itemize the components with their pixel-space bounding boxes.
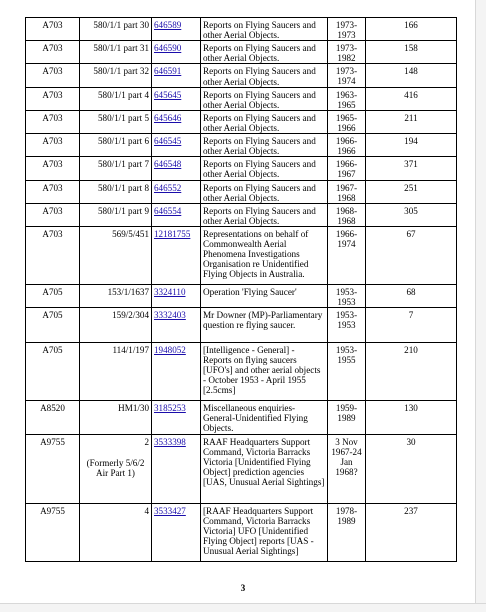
barcode-cell — [152, 87, 201, 110]
control-symbol-cell — [80, 284, 152, 307]
control-symbol: 4 — [144, 505, 149, 516]
series-cell: A703 — [26, 157, 80, 180]
series-cell: A705 — [26, 342, 80, 400]
control-symbol-cell — [80, 342, 152, 400]
page-count-cell: 416 — [366, 87, 457, 110]
series-cell: A703 — [26, 87, 80, 110]
barcode-link[interactable]: 646548 — [154, 159, 182, 170]
date-range-cell: 1968-1968 — [328, 203, 366, 226]
date-range-cell: 1967-1968 — [328, 180, 366, 203]
control-symbol-cell — [80, 134, 152, 157]
barcode-link[interactable]: 646590 — [154, 43, 182, 54]
date-range-cell: 1953-1953 — [328, 284, 366, 307]
barcode-cell — [152, 503, 201, 561]
table-row — [26, 157, 457, 180]
series-cell: A703 — [26, 41, 80, 64]
control-symbol: 569/5/451 — [112, 228, 149, 239]
title-cell: Miscellaneous enquiries-General-Unidentified Flying Objects. — [201, 400, 328, 434]
control-symbol-cell — [80, 110, 152, 133]
records-table-body — [26, 18, 457, 562]
barcode-cell — [152, 284, 201, 307]
barcode-link[interactable]: 646552 — [154, 182, 182, 193]
barcode-cell — [152, 18, 201, 41]
control-symbol: 580/1/1 part 8 — [97, 182, 149, 193]
control-symbol-cell — [80, 87, 152, 110]
title-cell: Operation 'Flying Saucer' — [201, 284, 328, 307]
control-symbol: 114/1/197 — [112, 344, 149, 355]
title-cell: Reports on Flying Saucers and other Aerial Objects. — [201, 18, 328, 41]
control-symbol: 580/1/1 part 7 — [97, 159, 149, 170]
page-count-cell: 148 — [366, 64, 457, 87]
barcode-link[interactable]: 645646 — [154, 112, 182, 123]
control-symbol: 159/2/304 — [112, 309, 149, 320]
date-range-cell: 1953-1955 — [328, 342, 366, 400]
page-count-cell: 130 — [366, 400, 457, 434]
barcode-cell — [152, 110, 201, 133]
page-number: 3 — [240, 583, 246, 593]
barcode-link[interactable]: 12181755 — [154, 228, 191, 239]
control-symbol-cell — [80, 157, 152, 180]
control-symbol: 580/1/1 part 32 — [93, 66, 149, 77]
table-row — [26, 180, 457, 203]
title-cell: Representations on behalf of Commonwealth Aerial Phenomena Investigations Organisation re Unidentified Flying Objects in Australia. — [201, 226, 328, 284]
series-cell: A703 — [26, 226, 80, 284]
control-symbol: 580/1/1 part 9 — [97, 205, 149, 216]
barcode-link[interactable]: 646554 — [154, 205, 182, 216]
date-range-cell: 1966-1974 — [328, 226, 366, 284]
title-cell: Reports on Flying Saucers and other Aerial Objects. — [201, 41, 328, 64]
page-count-cell: 67 — [366, 226, 457, 284]
series-cell: A703 — [26, 134, 80, 157]
page-count-cell: 158 — [366, 41, 457, 64]
date-range-cell: 3 Nov 1967-24 Jan 1968? — [328, 434, 366, 503]
control-symbol-cell — [80, 400, 152, 434]
barcode-cell — [152, 400, 201, 434]
series-cell: A703 — [26, 110, 80, 133]
series-cell: A9755 — [26, 503, 80, 561]
date-range-cell: 1963-1965 — [328, 87, 366, 110]
control-symbol: 580/1/1 part 4 — [97, 89, 149, 100]
title-cell: Reports on Flying Saucers and other Aerial Objects. — [201, 134, 328, 157]
table-row — [26, 342, 457, 400]
page-count-cell: 68 — [366, 284, 457, 307]
page-count-cell: 7 — [366, 307, 457, 342]
table-row — [26, 64, 457, 87]
control-symbol: 580/1/1 part 30 — [93, 20, 149, 30]
page-count-cell: 251 — [366, 180, 457, 203]
title-cell: Mr Downer (MP)-Parliamentary question re flying saucer. — [201, 307, 328, 342]
date-range-cell: 1973-1982 — [328, 41, 366, 64]
records-table — [25, 17, 457, 562]
control-symbol: 153/1/1637 — [107, 286, 149, 297]
table-row — [26, 87, 457, 110]
table-row — [26, 400, 457, 434]
control-symbol-cell — [80, 64, 152, 87]
date-range-cell: 1973-1974 — [328, 64, 366, 87]
title-cell: Reports on Flying Saucers and other Aerial Objects. — [201, 64, 328, 87]
barcode-link[interactable]: 646589 — [154, 20, 182, 30]
series-cell: A705 — [26, 307, 80, 342]
barcode-cell — [152, 342, 201, 400]
barcode-cell — [152, 180, 201, 203]
series-cell: A703 — [26, 180, 80, 203]
barcode-link[interactable]: 3332403 — [154, 309, 186, 320]
table-row — [26, 18, 457, 41]
title-cell: [Intelligence - General] - Reports on flying saucers [UFO's] and other aerial objects - October 1953 - April 1955 [2.5cms] — [201, 342, 328, 400]
barcode-cell — [152, 434, 201, 503]
page-count-cell: 237 — [366, 503, 457, 561]
series-cell: A703 — [26, 203, 80, 226]
barcode-cell — [152, 157, 201, 180]
control-symbol-cell — [80, 503, 152, 561]
table-row — [26, 503, 457, 561]
title-cell: Reports on Flying Saucers and other Aerial Objects. — [201, 110, 328, 133]
barcode-link[interactable]: 3533427 — [154, 505, 186, 516]
barcode-cell — [152, 134, 201, 157]
title-cell: Reports on Flying Saucers and other Aerial Objects. — [201, 87, 328, 110]
date-range-cell: 1965-1966 — [328, 110, 366, 133]
control-symbol-note: (Formerly 5/6/2 Air Part 1) — [86, 457, 145, 478]
title-cell: [RAAF Headquarters Support Command, Victoria Barracks Victoria] UFO [Unidentified Flying Object] reports [UAS - Unusual Aerial Sightings] — [201, 503, 328, 561]
page-count-cell: 30 — [366, 434, 457, 503]
control-symbol: 580/1/1 part 5 — [97, 112, 149, 123]
table-row — [26, 307, 457, 342]
control-symbol: HM1/30 — [118, 402, 149, 413]
control-symbol-cell — [80, 434, 152, 503]
date-range-cell: 1973-1973 — [328, 18, 366, 41]
barcode-cell — [152, 41, 201, 64]
table-row — [26, 203, 457, 226]
page-count-cell: 210 — [366, 342, 457, 400]
series-cell: A703 — [26, 18, 80, 41]
barcode-cell — [152, 203, 201, 226]
barcode-link[interactable]: 3324110 — [154, 286, 186, 297]
control-symbol-cell — [80, 307, 152, 342]
page-count-cell: 166 — [366, 18, 457, 41]
title-cell: RAAF Headquarters Support Command, Victoria Barracks Victoria [Unidentified Flying Object] prediction agencies [UAS, Unusual Aerial Sightings] — [201, 434, 328, 503]
page-edge-right — [475, 0, 486, 612]
barcode-link[interactable]: 646591 — [154, 66, 182, 77]
page-count-cell: 194 — [366, 134, 457, 157]
control-symbol: 580/1/1 part 31 — [93, 43, 149, 54]
date-range-cell: 1953-1953 — [328, 307, 366, 342]
page-count-cell: 305 — [366, 203, 457, 226]
table-row — [26, 134, 457, 157]
date-range-cell: 1966-1966 — [328, 134, 366, 157]
date-range-cell: 1978-1989 — [328, 503, 366, 561]
series-cell: A8520 — [26, 400, 80, 434]
barcode-cell — [152, 226, 201, 284]
control-symbol-cell — [80, 226, 152, 284]
title-cell: Reports on Flying Saucers and other Aerial Objects. — [201, 180, 328, 203]
series-cell: A9755 — [26, 434, 80, 503]
barcode-cell — [152, 307, 201, 342]
date-range-cell: 1959-1989 — [328, 400, 366, 434]
page-count-cell: 211 — [366, 110, 457, 133]
page-edge-bottom — [0, 603, 486, 612]
series-cell: A705 — [26, 284, 80, 307]
control-symbol-cell — [80, 203, 152, 226]
table-row — [26, 226, 457, 284]
date-range-cell: 1966-1967 — [328, 157, 366, 180]
table-row — [26, 110, 457, 133]
barcode-link[interactable]: 645645 — [154, 89, 182, 100]
barcode-link[interactable]: 3533398 — [154, 436, 186, 447]
barcode-link[interactable]: 646545 — [154, 136, 182, 147]
barcode-link[interactable]: 3185253 — [154, 402, 186, 413]
control-symbol: 2 — [144, 436, 149, 447]
control-symbol-cell — [80, 180, 152, 203]
control-symbol: 580/1/1 part 6 — [97, 136, 149, 147]
barcode-cell — [152, 64, 201, 87]
barcode-link[interactable]: 1948052 — [154, 344, 186, 355]
table-row — [26, 434, 457, 503]
control-symbol-cell — [80, 18, 152, 41]
title-cell: Reports on Flying Saucers and other Aerial Objects. — [201, 203, 328, 226]
page-count-cell: 371 — [366, 157, 457, 180]
series-cell: A703 — [26, 64, 80, 87]
table-row — [26, 284, 457, 307]
title-cell: Reports on Flying Saucers and other Aerial Objects. — [201, 157, 328, 180]
table-row — [26, 41, 457, 64]
control-symbol-cell — [80, 41, 152, 64]
